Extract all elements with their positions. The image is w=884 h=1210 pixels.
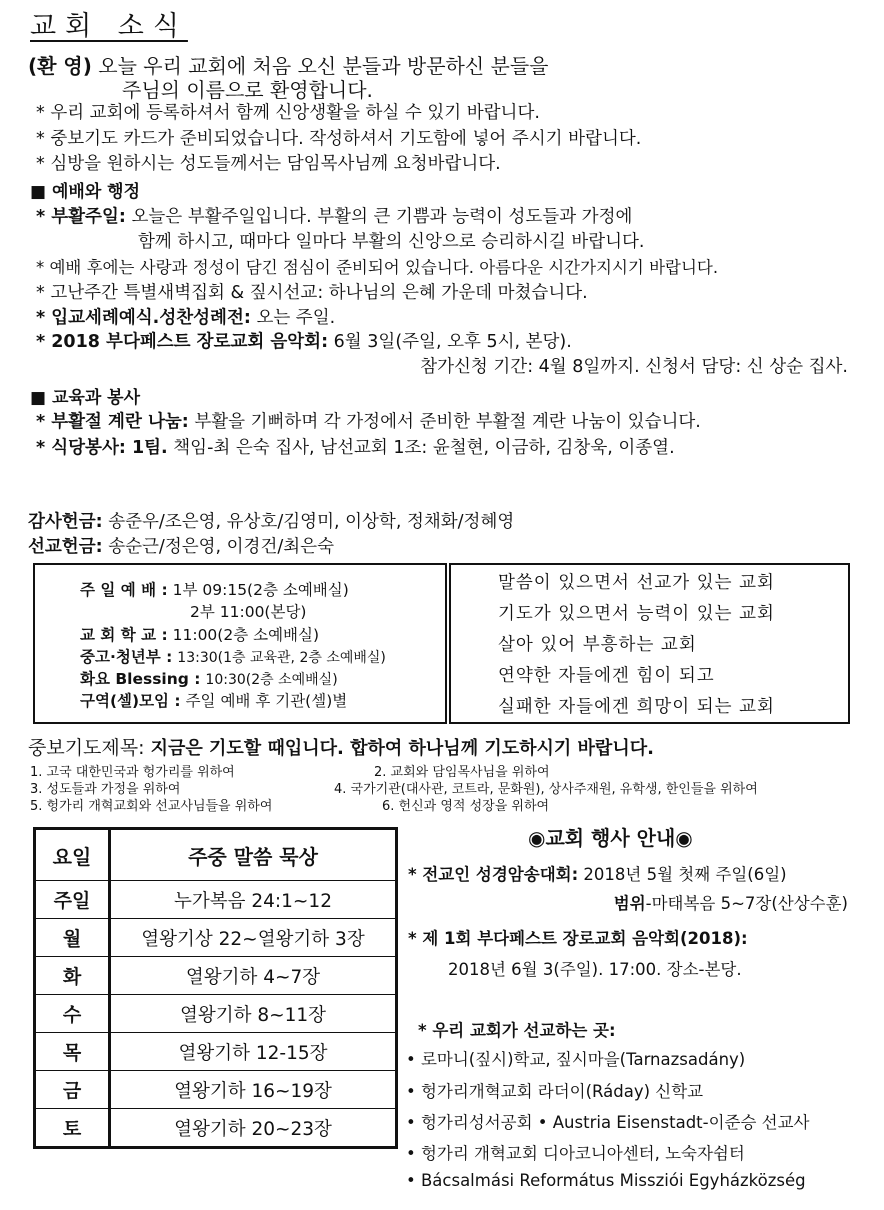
egg-text: 부활을 기뻐하며 각 가정에서 준비한 부활절 계란 나눔이 있습니다.	[194, 412, 701, 432]
mission-offering-label: 선교헌금:	[28, 537, 103, 557]
baptism-text: 오는 주일.	[256, 308, 336, 328]
passage-cell: 열왕기하 20~23장	[110, 1109, 397, 1148]
worship-heading: ■ 예배와 행정	[30, 182, 141, 202]
service-time: 11:00(2층 소예배실)	[172, 626, 320, 644]
day-cell: 토	[35, 1109, 110, 1148]
concert-text: 6월 3일(주일, 오후 5시, 본당).	[333, 332, 572, 352]
service-label: 구역(셀)모임 :	[80, 692, 181, 710]
welcome-text-2: 주님의 이름으로 환영합니다.	[122, 78, 373, 102]
kitchen-text: 책임-최 은숙 집사, 남선교회 1조: 윤철현, 이금하, 김창욱, 이종열.	[173, 438, 675, 458]
mission-item: • 헝가리 개혁교회 디아코니아센터, 노숙자쉼터	[406, 1144, 745, 1163]
table-row	[35, 957, 397, 995]
prayer-item: 4. 국가기관(대사관, 코트라, 문화원), 상사주재원, 유학생, 한인들을 위하여	[334, 782, 758, 797]
event-1-range	[614, 890, 848, 914]
event-1-line	[408, 861, 787, 885]
service-row	[80, 623, 319, 645]
worship-item-passion-week: * 고난주간 특별새벽집회 & 짚시선교: 하나님의 은혜 가운데 마쳤습니다.	[36, 283, 588, 303]
day-cell: 화	[35, 957, 110, 995]
prayer-item: 2. 교회와 담임목사님을 위하여	[374, 765, 550, 780]
service-time: 1부 09:15(2층 소예배실)	[172, 581, 349, 599]
concert-label: * 2018 부다페스트 장로교회 음악회:	[36, 332, 329, 352]
motto-line: 실패한 자들에겐 희망이 되는 교회	[498, 697, 775, 717]
welcome-label: (환 영)	[28, 54, 92, 78]
page-title: 교회 소식	[30, 11, 188, 42]
event-1-label: * 전교인 성경암송대회:	[408, 865, 579, 884]
mission-offering	[28, 533, 334, 558]
day-cell: 월	[35, 919, 110, 957]
baptism-line	[36, 304, 335, 329]
easter-text-2: 함께 하시고, 때마다 일마다 부활의 신앙으로 승리하시길 바랍니다.	[138, 232, 645, 252]
prayer-item: 3. 성도들과 가정을 위하여	[30, 782, 181, 797]
easter-text-1: 오늘은 부활주일입니다. 부활의 큰 기쁨과 능력이 성도들과 가정에	[131, 207, 633, 227]
table-row	[35, 881, 397, 919]
passage-cell: 열왕기하 12-15장	[110, 1033, 397, 1071]
egg-line	[36, 408, 701, 433]
service-label: 화요 Blessing :	[80, 670, 201, 688]
service-row	[80, 578, 349, 600]
baptism-label: * 입교세례예식.성찬성례전:	[36, 308, 251, 328]
passage-cell: 열왕기상 22~열왕기하 3장	[110, 919, 397, 957]
event-1-text: 2018년 5월 첫째 주일(6일)	[583, 865, 787, 884]
worship-item-lunch: * 예배 후에는 사랑과 정성이 담긴 점심이 준비되어 있습니다. 아름다운 시간가지시기 바랍니다.	[36, 258, 719, 277]
passage-cell: 열왕기하 8~11장	[110, 995, 397, 1033]
kitchen-line	[36, 434, 675, 459]
table-row	[35, 995, 397, 1033]
event-2-text: 2018년 6월 3(주일). 17:00. 장소-본당.	[448, 960, 742, 979]
egg-label: * 부활절 계란 나눔:	[36, 412, 189, 432]
table-row	[35, 1033, 397, 1071]
concert-line	[36, 328, 572, 353]
table-header-row	[35, 829, 397, 881]
day-cell: 금	[35, 1071, 110, 1109]
motto-line: 말씀이 있으면서 선교가 있는 교회	[498, 573, 775, 593]
easter-label: * 부활주일:	[36, 207, 126, 227]
prayer-item: 5. 헝가리 개혁교회와 선교사님들을 위하여	[30, 799, 273, 814]
header-title: 주중 말씀 묵상	[110, 829, 397, 881]
easter-line-1	[36, 203, 632, 228]
service-row	[190, 600, 306, 622]
thanks-offering-label: 감사헌금:	[28, 512, 103, 532]
table-row	[35, 1109, 397, 1148]
table-row	[35, 919, 397, 957]
service-time: 주일 예배 후 기관(셀)별	[185, 692, 348, 710]
service-label: 교 회 학 교 :	[80, 626, 168, 644]
thanks-offering-text: 송준우/조은영, 유상호/김영미, 이상학, 정채화/정혜영	[108, 512, 515, 532]
meditation-table	[33, 827, 398, 1149]
header-day: 요일	[35, 829, 110, 881]
mission-item: • 헝가리성서공회 • Austria Eisenstadt-이준승 선교사	[406, 1113, 810, 1132]
missions-heading: * 우리 교회가 선교하는 곳:	[418, 1021, 616, 1040]
thanks-offering	[28, 508, 514, 533]
service-time: 10:30(2층 소예배실)	[205, 672, 338, 688]
prayer-item: 6. 헌신과 영적 성장을 위하여	[382, 799, 550, 814]
motto-line: 연약한 자들에겐 힘이 되고	[498, 666, 715, 686]
service-time: 13:30(1층 교육관, 2층 소예배실)	[177, 650, 386, 666]
service-row	[80, 645, 386, 667]
welcome-text-1: 오늘 우리 교회에 처음 오신 분들과 방문하신 분들을	[98, 54, 549, 78]
welcome-item-3: * 심방을 원하시는 성도들께서는 담임목사님께 요청바랍니다.	[36, 154, 501, 174]
prayer-title: 지금은 기도할 때입니다. 합하여 하나님께 기도하시기 바랍니다.	[150, 738, 654, 759]
service-row	[80, 667, 338, 689]
event-2-label: * 제 1회 부다페스트 장로교회 음악회(2018):	[408, 929, 748, 948]
concert-registration: 참가신청 기간: 4월 8일까지. 신청서 담당: 신 상순 집사.	[420, 357, 848, 377]
event-1-range-label: 범위	[613, 894, 646, 913]
mission-item: • Bácsalmási Református Missziói Egyházközség	[406, 1171, 806, 1190]
passage-cell: 열왕기하 16~19장	[110, 1071, 397, 1109]
prayer-title-line	[28, 733, 654, 760]
welcome-item-1: * 우리 교회에 등록하셔서 함께 신앙생활을 하실 수 있기 바랍니다.	[36, 103, 540, 123]
passage-cell: 열왕기하 4~7장	[110, 957, 397, 995]
day-cell: 목	[35, 1033, 110, 1071]
table-row	[35, 1071, 397, 1109]
mission-item: • 헝가리개혁교회 라더이(Ráday) 신학교	[406, 1082, 704, 1101]
service-label: 주 일 예 배 :	[80, 581, 168, 599]
kitchen-label: * 식당봉사: 1팀.	[36, 438, 168, 458]
mission-offering-text: 송순근/정은영, 이경건/최은숙	[108, 537, 334, 557]
motto-line: 기도가 있으면서 능력이 있는 교회	[498, 604, 775, 624]
service-label: 중고·청년부 :	[80, 648, 173, 666]
motto-line: 살아 있어 부흥하는 교회	[498, 635, 697, 655]
passage-cell: 누가복음 24:1~12	[110, 881, 397, 919]
events-heading: ◉교회 행사 안내◉	[528, 826, 693, 850]
prayer-label: 중보기도제목:	[28, 737, 145, 759]
prayer-item: 1. 고국 대한민국과 헝가리를 위하여	[30, 765, 235, 780]
welcome-item-2: * 중보기도 카드가 준비되었습니다. 작성하셔서 기도함에 넣어 주시기 바랍니다.	[36, 129, 642, 149]
day-cell: 수	[35, 995, 110, 1033]
day-cell: 주일	[35, 881, 110, 919]
service-time: 2부 11:00(본당)	[190, 603, 307, 621]
education-heading: ■ 교육과 봉사	[30, 388, 141, 408]
event-1-range-text: -마태복음 5~7장(산상수훈)	[645, 894, 848, 913]
mission-item: • 로마니(짚시)학교, 짚시마을(Tarnazsadány)	[406, 1050, 746, 1069]
service-row	[80, 689, 347, 711]
